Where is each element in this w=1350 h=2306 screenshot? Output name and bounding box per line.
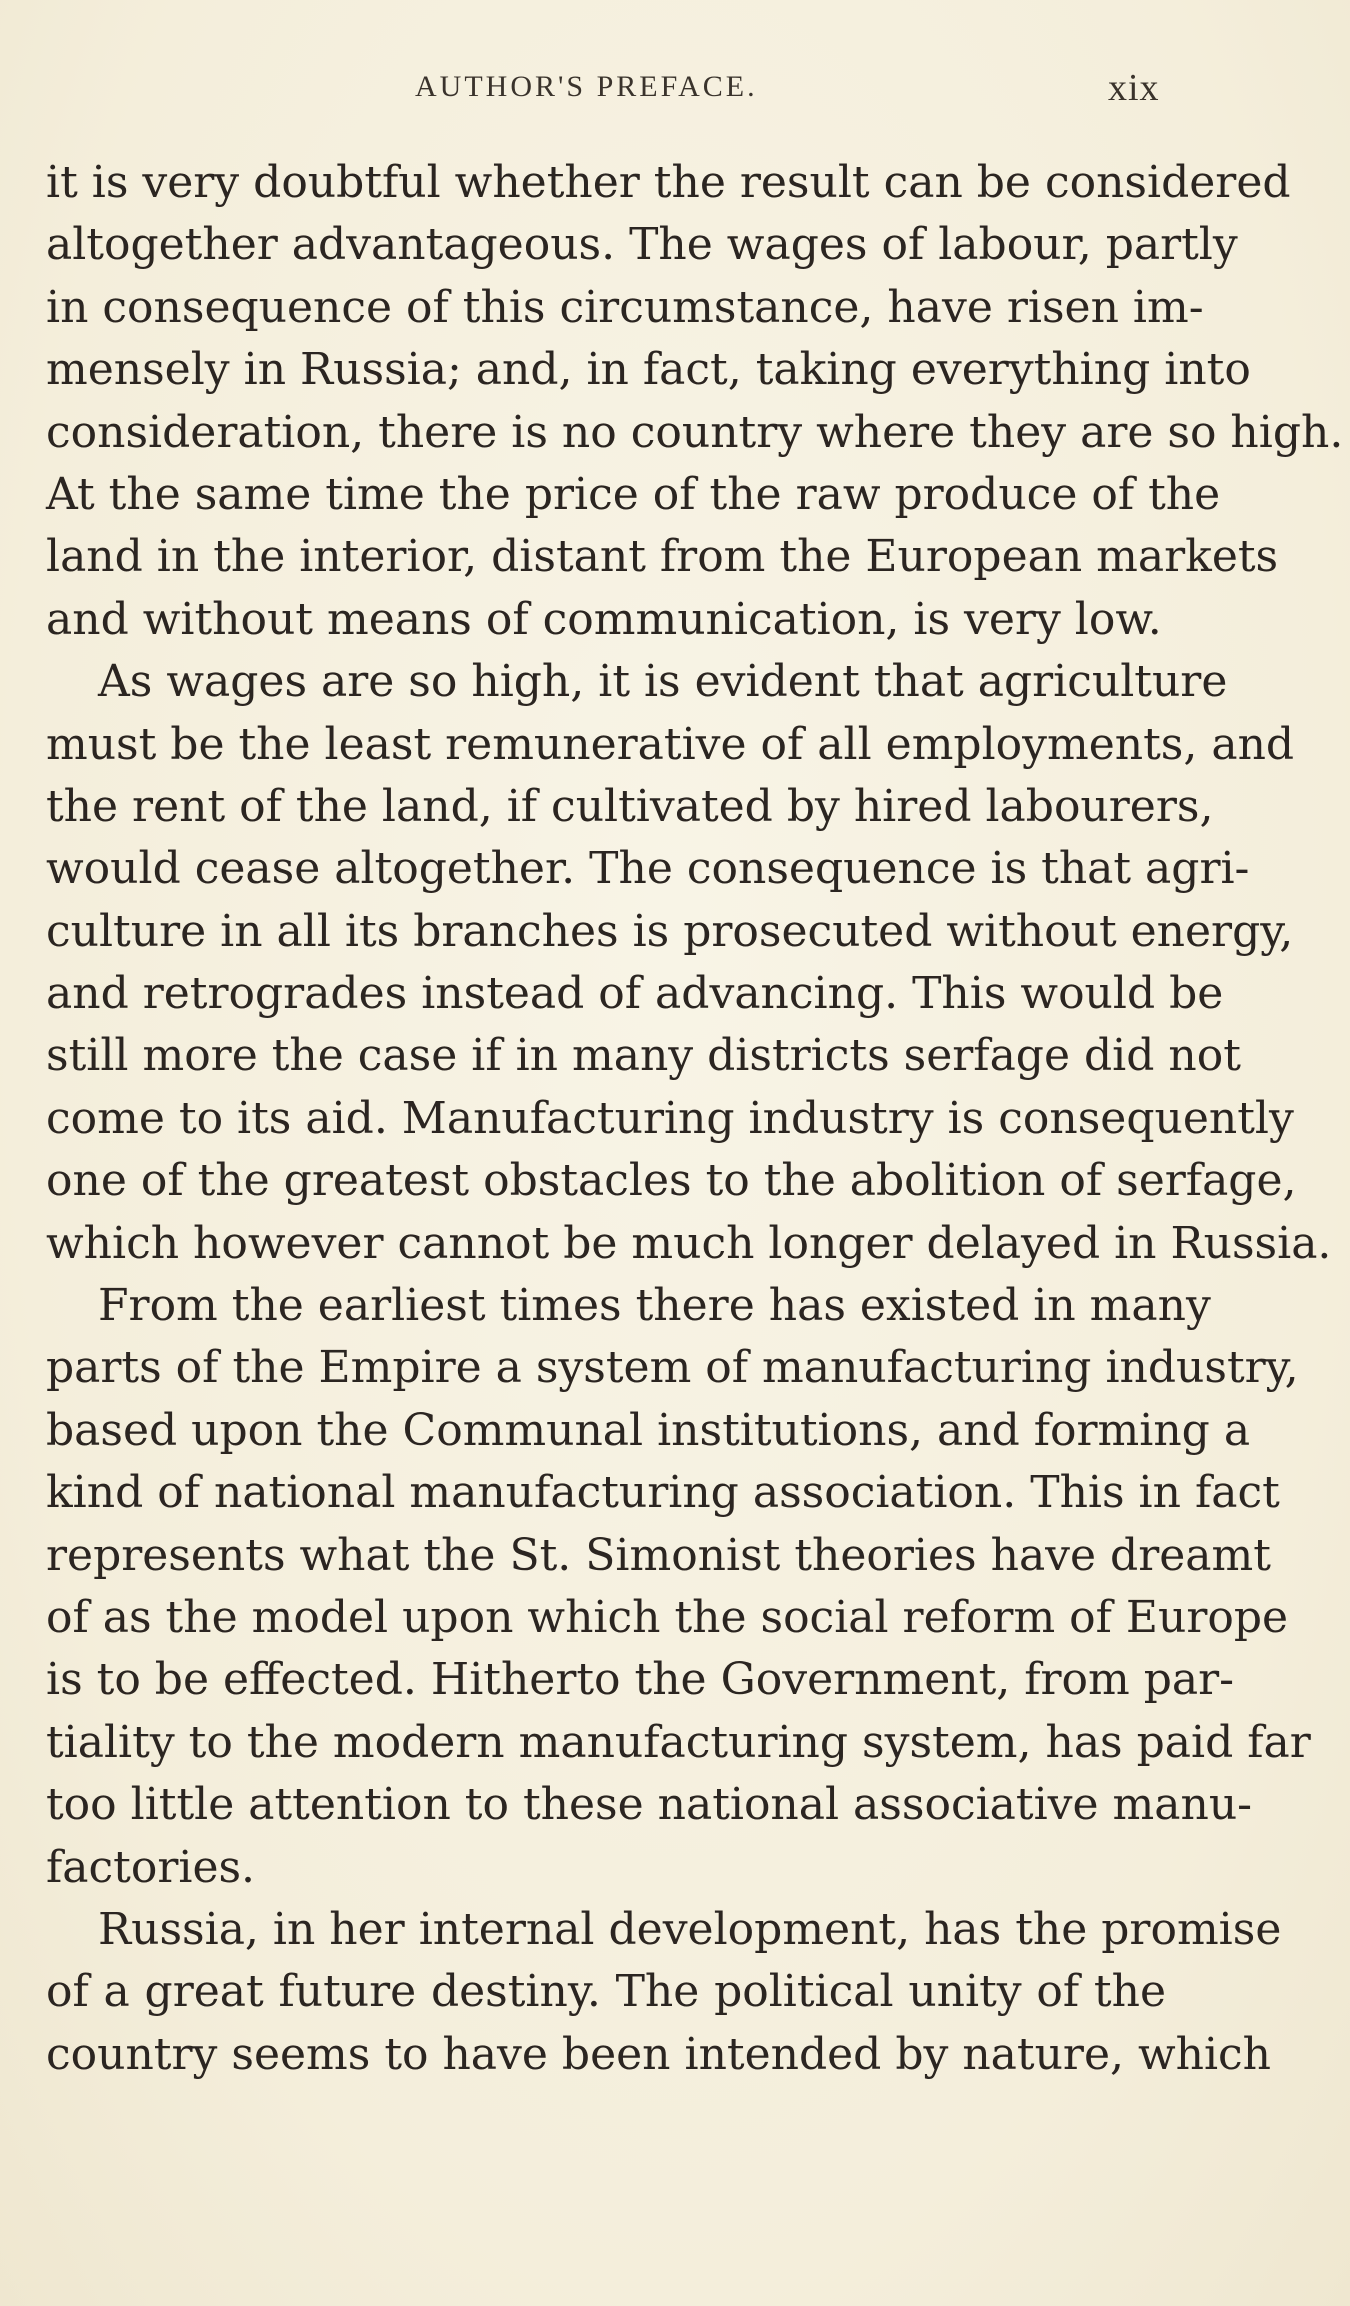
text-line: represents what the St. Simonist theories have dreamt [46,1529,1271,1581]
text-line: and without means of communication, is very low. [46,593,1162,645]
text-line: As wages are so high, it is evident that agriculture [98,656,1228,708]
text-line: the rent of the land, if cultivated by hired labourers, [46,780,1214,832]
text-line: still more the case if in many districts serfage did not [46,1030,1241,1082]
text-line: it is very doubtful whether the result can be considered [46,157,1291,208]
text-line: At the same time the price of the raw produce of the [46,468,1221,520]
text-line: and retrogrades instead of advancing. This would be [46,968,1224,1020]
text-line: altogether advantageous. The wages of labour, partly [46,219,1238,271]
text-line: would cease altogether. The consequence is that agri- [46,843,1250,895]
text-line: must be the least remunerative of all employments, and [46,718,1295,770]
text-line: mensely in Russia; and, in fact, taking everything into [46,344,1251,396]
running-title: AUTHOR'S PREFACE. [415,70,758,103]
running-head [0,67,1350,110]
text-line: come to its aid. Manufacturing industry is consequently [46,1092,1294,1144]
text-line: of a great future destiny. The political unity of the [46,1966,1166,2018]
text-line: tiality to the modern manufacturing system, has paid far [46,1716,1311,1768]
text-line: parts of the Empire a system of manufacturing industry, [46,1342,1299,1394]
text-line: in consequence of this circumstance, have risen im- [46,281,1204,333]
text-line: consideration, there is no country where they are so high. [46,406,1344,458]
text-line: which however cannot be much longer delayed in Russia. [46,1217,1332,1269]
text-line: of as the model upon which the social reform of Europe [46,1591,1289,1643]
text-line: From the earliest times there has existed in many [98,1280,1211,1332]
text-line: factories. [46,1841,256,1893]
body-text [46,152,1344,2086]
text-line: culture in all its branches is prosecuted without energy, [46,905,1294,957]
page-number: xix [1108,67,1160,109]
text-line: kind of national manufacturing association. This in fact [46,1467,1280,1519]
text-line: land in the interior, distant from the European markets [46,531,1279,583]
text-line: too little attention to these national associative manu- [46,1779,1253,1831]
text-line: based upon the Communal institutions, and forming a [46,1404,1251,1456]
text-line: country seems to have been intended by nature, which [46,2028,1272,2080]
text-line: is to be effected. Hitherto the Government, from par- [46,1654,1235,1706]
text-line: Russia, in her internal development, has the promise [98,1903,1282,1955]
text-line: one of the greatest obstacles to the abolition of serfage, [46,1155,1297,1207]
